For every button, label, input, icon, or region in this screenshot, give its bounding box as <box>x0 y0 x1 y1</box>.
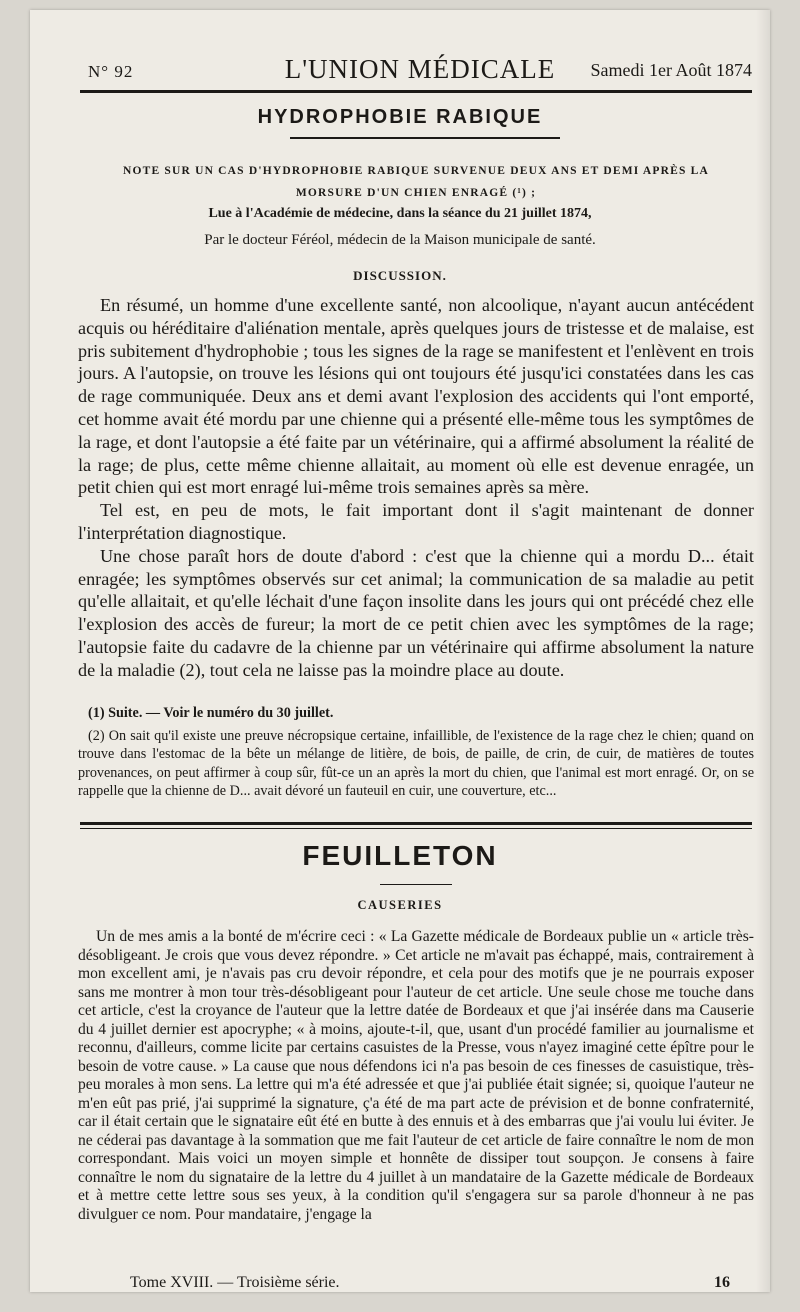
note-title-line1: NOTE SUR UN CAS D'HYDROPHOBIE RABIQUE SURVENUE DEUX ANS ET DEMI APRÈS LA <box>122 165 710 177</box>
title-rule <box>290 137 560 139</box>
journal-title: L'UNION MÉDICALE <box>284 54 556 84</box>
article-paragraph: Tel est, en peu de mots, le fait important dont il s'agit maintenant de donner l'interprétation diagnostique. <box>78 500 754 543</box>
page-number: 16 <box>714 1274 730 1291</box>
newspaper-page <box>30 10 770 1292</box>
article-title: HYDROPHOBIE RABIQUE <box>257 106 543 128</box>
volume-info: Tome XVIII. — Troisième série. <box>130 1274 340 1291</box>
section-heading: DISCUSSION. <box>353 268 447 283</box>
feuilleton-subtitle: CAUSERIES <box>357 898 443 912</box>
footnote: (2) On sait qu'il existe une preuve nécropsique certaine, infaillible, de l'existence de la rage chez le chien; quand on trouve dans l'estomac de la bête un mélange de litière, de bois, de paille, de crin, de cuir, de matières de toutes provenances, on peut affirmer à coup sûr, fût-ce un an après la mort du chien, que l'animal est mort enragé. Or, on se rappelle que la chienne de D... avait dévoré un fauteuil en cuir, une couverture, etc... <box>78 727 754 800</box>
page-edge-shadow <box>756 10 770 1292</box>
article-paragraph: Une chose paraît hors de doute d'abord : c'est que la chienne qui a mordu D... était enragée; les symptômes observés sur cet animal; la communication de sa maladie au petit qu'elle allaitait, et qu'elle léchait d'une façon insolite dans les jours qui ont précédé chez elle l'explosion des accès de fureur; la mort de ce petit chien avec les symptômes de la rage; l'autopsie faite du cadavre de la chienne par un vétérinaire qui affirme absolument la nature de la maladie (2), tout cela ne laisse pas la moindre place au doute. <box>78 545 754 680</box>
read-at-line: Lue à l'Académie de médecine, dans la séance du 21 juillet 1874, <box>208 206 592 221</box>
header-rule <box>80 90 752 93</box>
author-line: Par le docteur Féréol, médecin de la Maison municipale de santé. <box>204 232 596 248</box>
note-title-line2: MORSURE D'UN CHIEN ENRAGÉ (¹) ; <box>295 187 537 199</box>
article-paragraph: En résumé, un homme d'une excellente santé, non alcoolique, n'ayant aucun antécédent acquis ou héréditaire d'aliénation mentale, après quelques jours de tristesse et de malaise, est pris subitement d'hydrophobie ; tous les signes de la rage se manifestent et l'enlèvent en trois jours. A l'autopsie, on trouve les lésions qui ont toujours été jusqu'ici constatées dans les cas de rage communiquée. Deux ans et demi avant l'explosion des accidents qui l'ont emporté, cet homme avait été mordu par une chienne qui a présenté elle-même tous les symptômes de la rage, et dont l'autopsie a été faite par un vétérinaire, qui a affirmé absolument la réalité de la rage; de plus, cette même chienne allaitait, au moment où elle est devenue enragée, un petit chien qui est mort enragé lui-même trois semaines après sa mère. <box>78 295 754 498</box>
subtitle-rule <box>380 884 452 885</box>
footnote: (1) Suite. — Voir le numéro du 30 juillet. <box>88 705 334 721</box>
page-header <box>88 50 752 88</box>
issue-date: Samedi 1er Août 1874 <box>590 60 752 80</box>
note-title <box>78 160 754 204</box>
section-rule-thin <box>80 828 752 829</box>
article-body <box>78 294 754 682</box>
feuilleton-title: FEUILLETON <box>302 840 498 871</box>
feuilleton-body <box>78 928 754 1224</box>
issue-number: N° 92 <box>88 62 134 81</box>
page-footer <box>130 1274 750 1292</box>
feuilleton-paragraph: Un de mes amis a la bonté de m'écrire ceci : « La Gazette médicale de Bordeaux publie un « article très-désobligeant. Je crois que vous devez répondre. » Cet article ne m'avait pas échappé, mais, contrairement à mon excellent ami, je n'avais pas cru devoir répondre, et cela pour des motifs que je ne pourrais exposer sans me montrer à mon tour très-désobligeant pour l'auteur de cet article. Une seule chose me touche dans cet article, c'est la croyance de l'auteur que la lettre datée de Bordeaux et que j'ai insérée dans ma Causerie du 4 juillet dernier est apocryphe; « à moins, ajoute-t-il, que, usant d'un procédé familier au journalisme et reconnu, d'ailleurs, comme licite par certains casuistes de la Presse, vous n'ayez imaginé cette épître pour le besoin de votre cause. » La cause que nous défendons ici n'a pas besoin de ces finesses de casuistique, très-peu morales à mon sens. La lettre qui m'a été adressée et que j'ai publiée était signée; si, quoique l'auteur ne m'en eût pas prié, j'ai supprimé la signature, ç'a été de ma part acte de prévision et de bonne confraternité, car il était certain que le signataire eût été en butte à des ennuis et à des embarras que j'ai voulu lui éviter. Je ne céderai pas davantage à la sommation que me fait l'auteur de cet article de faire connaître le nom de mon correspondant. Mais voici un moyen simple et honnête de dissiper tout soupçon. Je consens à faire connaître le nom du signataire de la lettre du 4 juillet à un mandataire de la Gazette médicale de Bordeaux et à mettre cette lettre sous ses yeux, à la condition qu'il s'engagera sur sa parole d'honneur à ne pas divulguer ce nom. Pour mandataire, j'engage la <box>78 928 754 1223</box>
section-rule <box>80 822 752 825</box>
footnotes <box>78 704 754 805</box>
